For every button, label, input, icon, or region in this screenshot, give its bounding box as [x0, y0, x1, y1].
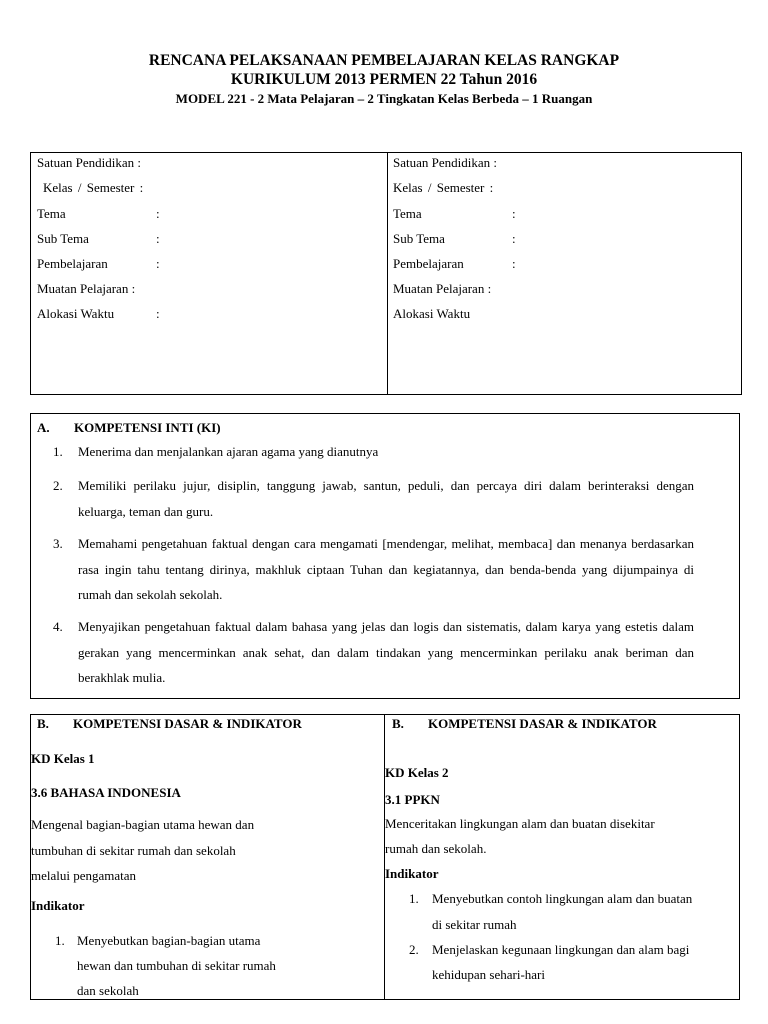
kd-left-subject: 3.6 BAHASA INDONESIA [31, 785, 181, 800]
ki-item-text: Memahami pengetahuan faktual dengan cara mengamati [mendengar, melihat, membaca] dan menanya berdasarkan rasa ingin tahu tentang dirinya, makhluk ciptaan Tuhan dan kegiatannya, dan benda-benda yang dijumpainya di rumah dan sekolah sekolah. [78, 536, 694, 602]
identity-left-label: Tema [37, 206, 66, 221]
identity-right-label: Satuan Pendidikan : [393, 155, 497, 170]
identity-right-label: Muatan Pelajaran : [393, 281, 492, 296]
kd-right-desc-line: Menceritakan lingkungan alam dan buatan disekitar [385, 816, 655, 831]
identity-left-colon: : [156, 206, 160, 221]
identity-left-colon: : [156, 231, 160, 246]
kd-left-kelas: KD Kelas 1 [31, 751, 95, 766]
identity-right-label: Sub Tema [393, 231, 445, 246]
ki-section-title: KOMPETENSI INTI (KI) [74, 420, 221, 435]
identity-left-label: Pembelajaran [37, 256, 108, 271]
ki-item-number: 1. [53, 444, 63, 459]
kd-right-indikator: Indikator [385, 866, 439, 881]
kd-left-title: KOMPETENSI DASAR & INDIKATOR [73, 716, 302, 731]
ki-section-letter: A. [37, 420, 50, 435]
identity-table [30, 152, 742, 395]
identity-left-row [37, 281, 135, 297]
identity-column-divider [387, 153, 388, 394]
ki-item-number: 2. [53, 478, 63, 493]
identity-left-label: Muatan Pelajaran : [37, 281, 136, 296]
kd-left-item-line: dan sekolah [77, 983, 139, 998]
identity-right-row [393, 256, 516, 272]
identity-left-label: Kelas / Semester : [43, 180, 144, 195]
kd-right-desc-line: rumah dan sekolah. [385, 841, 487, 856]
identity-left-row [37, 256, 160, 272]
kd-left-letter: B. [37, 716, 49, 731]
kd-left-item-line: Menyebutkan bagian-bagian utama [77, 933, 261, 948]
identity-right-colon: : [512, 256, 516, 271]
identity-left-label: Satuan Pendidikan : [37, 155, 141, 170]
identity-left-row [43, 180, 143, 196]
model-subtitle: MODEL 221 - 2 Mata Pelajaran – 2 Tingkatan Kelas Berbeda – 1 Ruangan [175, 91, 593, 106]
identity-right-label: Alokasi Waktu [393, 306, 471, 321]
identity-left-label: Sub Tema [37, 231, 89, 246]
identity-left-row [37, 306, 160, 322]
kd-left-item-number: 1. [55, 933, 65, 948]
kd-right-letter: B. [392, 716, 404, 731]
curriculum-subtitle: KURIKULUM 2013 PERMEN 22 Tahun 2016 [230, 71, 538, 88]
identity-right-row [393, 155, 497, 171]
kompetensi-dasar-section [30, 714, 740, 1000]
identity-right-colon: : [512, 206, 516, 221]
identity-left-row [37, 206, 160, 222]
ki-item-text: Menyajikan pengetahuan faktual dalam bahasa yang jelas dan logis dan sistematis, dalam karya yang estetis dalam gerakan yang mencerminkan anak sehat, dan dalam tindakan yang mencerminkan perilaku anak beriman dan berakhlak mulia. [78, 619, 694, 685]
kd-right-title: KOMPETENSI DASAR & INDIKATOR [428, 716, 657, 731]
identity-right-label: Kelas / Semester : [393, 180, 494, 195]
kd-right-item-line: kehidupan sehari-hari [432, 967, 545, 982]
identity-right-label: Pembelajaran [393, 256, 464, 271]
kd-left-desc-line: tumbuhan di sekitar rumah dan sekolah [31, 843, 236, 858]
kd-column-divider [384, 715, 385, 999]
identity-left-colon: : [156, 256, 160, 271]
kd-right-item-number: 1. [409, 891, 419, 906]
identity-right-colon: : [512, 231, 516, 246]
identity-left-row [37, 155, 141, 171]
kd-right-item-line: di sekitar rumah [432, 917, 517, 932]
kd-right-item-line: Menjelaskan kegunaan lingkungan dan alam bagi [432, 942, 690, 957]
identity-left-row [37, 231, 160, 247]
kd-right-kelas: KD Kelas 2 [385, 765, 449, 780]
kd-left-desc-line: melalui pengamatan [31, 868, 137, 883]
kd-right-item-line: Menyebutkan contoh lingkungan alam dan buatan [432, 891, 693, 906]
kd-right-item-number: 2. [409, 942, 419, 957]
kd-left-item-line: hewan dan tumbuhan di sekitar rumah [77, 958, 276, 973]
document-title: RENCANA PELAKSANAAN PEMBELAJARAN KELAS RANGKAP [148, 52, 620, 69]
ki-item-text: Menerima dan menjalankan ajaran agama yang dianutnya [78, 444, 379, 459]
identity-right-row [393, 231, 516, 247]
identity-left-colon: : [156, 306, 160, 321]
identity-right-row [393, 306, 470, 322]
ki-item-number: 3. [53, 536, 63, 551]
kompetensi-inti-section [30, 413, 740, 699]
kd-left-desc-line: Mengenal bagian-bagian utama hewan dan [31, 817, 255, 832]
ki-item-number: 4. [53, 619, 63, 634]
kd-right-subject: 3.1 PPKN [385, 792, 440, 807]
identity-right-row [393, 281, 491, 297]
identity-right-row [393, 180, 493, 196]
kd-left-indikator: Indikator [31, 898, 85, 913]
identity-left-label: Alokasi Waktu [37, 306, 115, 321]
identity-right-row [393, 206, 516, 222]
identity-right-label: Tema [393, 206, 422, 221]
ki-item-text: Memiliki perilaku jujur, disiplin, tanggung jawab, santun, peduli, dan percaya diri dalam berinteraksi dengan keluarga, teman dan guru. [78, 478, 694, 519]
